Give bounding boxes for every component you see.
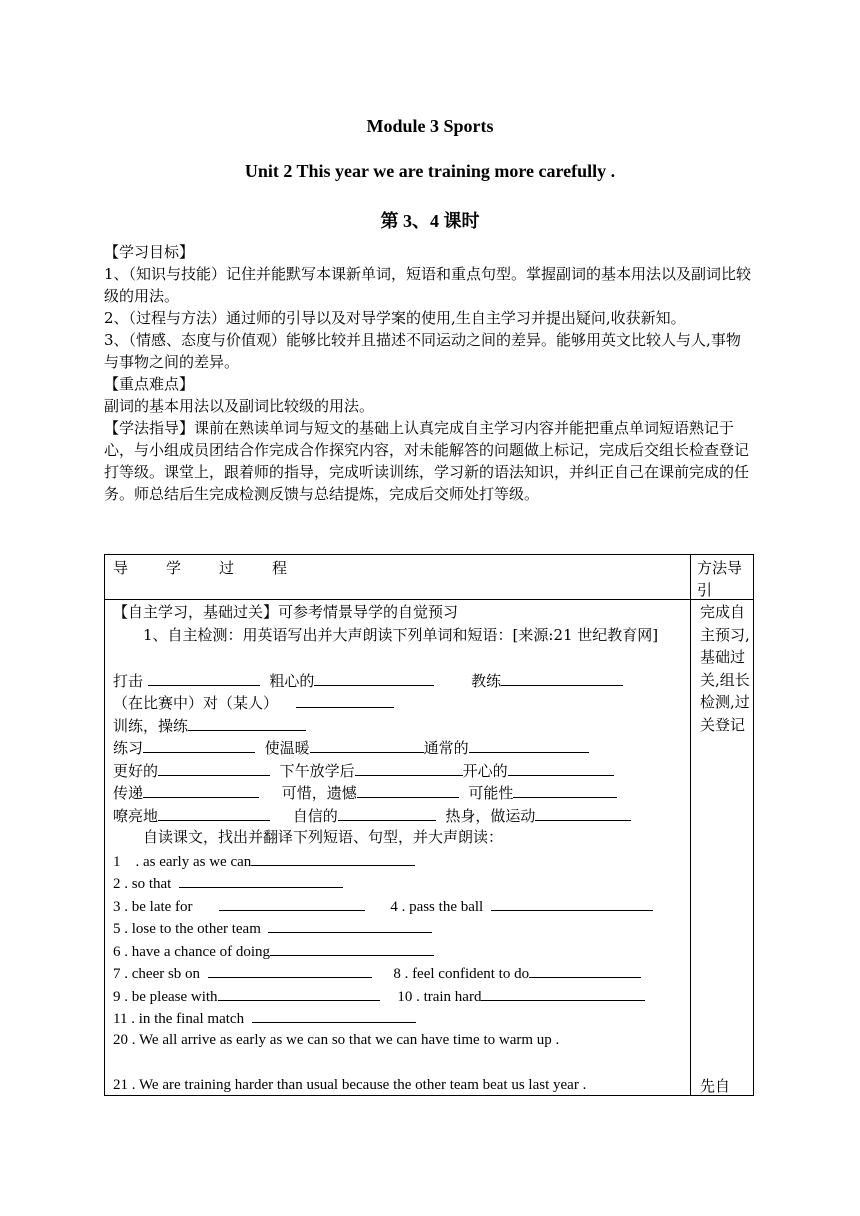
unit-title: Unit 2 This year we are training more carefully . [244,161,616,181]
objective-2: 2、（过程与方法）通过师的引导以及对导学案的使用,生自主学习并提出疑问,收获新知。 [104,309,686,327]
answer-blank[interactable] [251,849,415,866]
answer-blank[interactable] [513,781,617,798]
answer-blank[interactable] [529,961,641,978]
vocab-item: 练习 [113,739,144,757]
vocab-row [113,691,687,714]
key-points-text: 副词的基本用法以及副词比较级的用法。 [104,397,375,415]
objective-1: 1、（知识与技能）记住并能默写本课新单词，短语和重点句型。掌握副词的基本用法以及副词比较级的用法。 [104,265,752,305]
vocab-item: 更好的 [113,761,159,780]
phrase-item: 2 . so that [113,876,172,892]
vocab-item: 粗心的 [269,671,315,690]
phrase-item: 5 . lose to the other team [113,921,261,937]
self-study-content [113,601,687,1096]
vocab-row [113,804,687,827]
vocab-item: 使温暖 [264,739,310,757]
table-column-divider [690,555,691,1095]
vocab-item: 教练 [471,671,502,690]
phrase-row [113,1006,687,1029]
answer-blank[interactable] [208,961,372,978]
vocab-item: 嘹亮地 [113,806,159,825]
sentence-21: 21 . We are training harder than usual because the other team beat us last year . [113,1076,587,1093]
vocab-row [113,714,687,737]
answer-blank[interactable] [310,736,424,753]
vocab-item: 可惜，遗憾 [281,784,357,802]
vocab-row [113,781,687,804]
phrase-item: 10 . train hard [397,988,482,1005]
phrase-item: 4 . pass the ball [390,898,484,915]
vocab-item: （在比赛中）对（某人） [113,694,279,712]
vocab-row [113,759,687,782]
answer-blank[interactable] [179,871,343,888]
answer-blank[interactable] [355,759,463,776]
vocab-item: 通常的 [423,739,469,757]
answer-blank[interactable] [148,669,260,686]
method-guide-note: 完成自主预习,基础过关,组长检测,过关登记 [700,603,750,734]
answer-blank[interactable] [535,804,631,821]
answer-blank[interactable] [158,759,270,776]
answer-blank[interactable] [296,691,394,708]
phrase-item: 1 . as early as we can [113,853,252,870]
vocab-item: 传递 [113,784,144,802]
heading-objectives: 【学习目标】 [104,243,195,261]
phrase-row [113,849,687,872]
phrase-row [113,984,687,1007]
answer-blank[interactable] [491,894,653,911]
task-2-instruction: 自读课文，找出并翻译下列短语、句型，并大声朗读： [143,828,504,846]
answer-blank[interactable] [501,669,623,686]
study-method-text: 【学法指导】课前在熟读单词与短文的基础上认真完成自主学习内容并能把重点单词短语熟记于心，与小组成员团结合作完成合作探究内容，对未能解答的问题做上标记，完成后交组长检查登记打等级。课堂上，跟着师的指导，完成听读训练，学习新的语法知识，并纠正自己在课前完成的任务。师总结后生完成检测反馈与总结提炼，完成后交师处打等级。 [104,419,750,503]
answer-blank[interactable] [143,781,259,798]
section-title: 【自主学习，基础过关】可参考情景导学的自觉预习 [113,603,459,621]
answer-blank[interactable] [252,1006,416,1023]
sentence-20: 20 . We all arrive as early as we can so that we can have time to warm up . [113,1031,560,1048]
vocab-item: 热身，做运动 [445,806,536,825]
lesson-title: 第 3、4 课时 [380,211,480,231]
vocab-item: 打击 [113,671,144,690]
header-char: 过 [219,559,235,577]
answer-blank[interactable] [158,804,270,821]
answer-blank[interactable] [268,916,432,933]
vocab-item: 训练，操练 [113,716,189,735]
phrase-item: 8 . feel confident to do [393,966,530,982]
answer-blank[interactable] [219,894,365,911]
objective-3: 3、（情感、态度与价值观）能够比较并且描述不同运动之间的差异。能够用英文比较人与人,事物与事物之间的差异。 [104,331,741,371]
module-title: Module 3 Sports [366,116,494,136]
answer-blank[interactable] [481,984,645,1001]
answer-blank[interactable] [357,781,459,798]
intro-section [104,241,754,505]
phrase-item: 9 . be please with [113,988,218,1005]
answer-blank[interactable] [314,669,434,686]
header-char: 学 [166,559,182,577]
table-row-divider [105,599,753,600]
answer-blank[interactable] [218,984,380,1001]
guide-table [104,554,754,1096]
answer-blank[interactable] [270,939,434,956]
header-char: 程 [272,559,288,577]
answer-blank[interactable] [508,759,614,776]
vocab-row [113,669,687,692]
vocab-item: 自信的 [292,806,338,825]
answer-blank[interactable] [143,736,255,753]
answer-blank[interactable] [188,714,306,731]
answer-blank[interactable] [338,804,436,821]
vocab-item: 下午放学后 [279,761,355,780]
phrase-item: 6 . have a chance of doing [113,943,271,960]
phrase-row [113,961,687,984]
phrase-row [113,939,687,962]
phrase-item: 3 . be late for [113,898,193,915]
vocab-item: 开心的 [462,761,508,780]
answer-blank[interactable] [469,736,589,753]
task-1-instruction: 1、自主检测：用英语写出并大声朗读下列单词和短语：[来源:21 世纪教育网] [143,625,659,644]
header-char: 导 [113,559,129,577]
blank-line [113,1051,687,1074]
phrase-row [113,871,687,894]
heading-key-points: 【重点难点】 [104,375,195,393]
phrase-row [113,916,687,939]
phrase-row [113,894,687,917]
method-guide-note-continued: 先自 [700,1077,731,1095]
header-process [113,557,325,578]
header-method-guide: 方法导引 [697,559,743,599]
vocab-row [113,736,687,759]
phrase-item: 11 . in the final match [113,1011,245,1027]
phrase-item: 7 . cheer sb on [113,966,201,982]
vocab-item: 可能性 [468,784,514,802]
